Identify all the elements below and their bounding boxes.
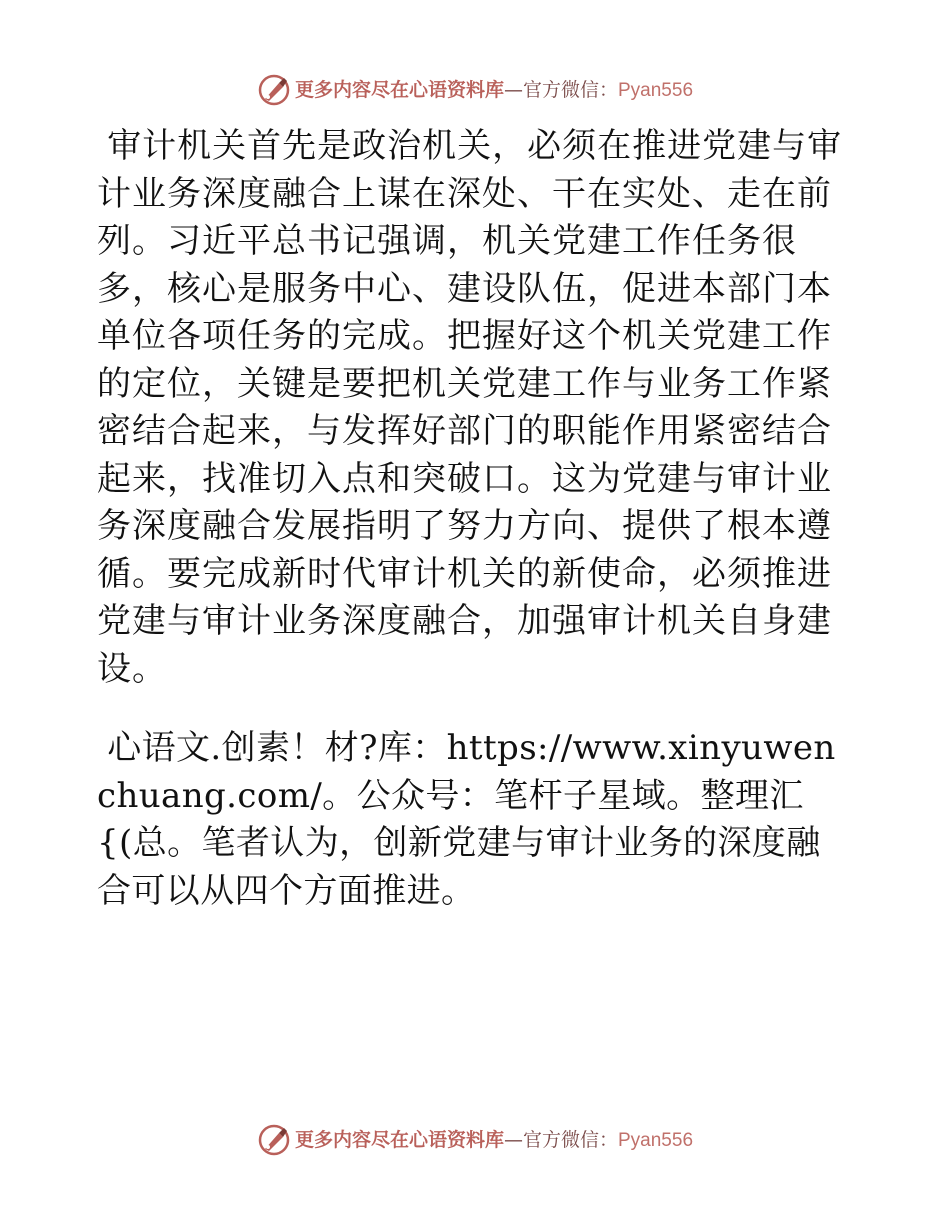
header-wechat-label: 官方微信： bbox=[522, 78, 618, 101]
pen-logo-icon bbox=[257, 1123, 291, 1157]
footer-wechat-id: Pyan556 bbox=[618, 1129, 694, 1151]
header-separator: — bbox=[503, 78, 523, 101]
header-brand-text: 更多内容尽在心语资料库 bbox=[294, 78, 504, 101]
header-wechat-id: Pyan556 bbox=[618, 79, 694, 101]
footer-separator: — bbox=[503, 1128, 523, 1151]
document-body bbox=[97, 123, 852, 915]
footer-brand-text: 更多内容尽在心语资料库 bbox=[294, 1128, 504, 1151]
paragraph-1: 审计机关首先是政治机关，必须在推进党建与审计业务深度融合上谋在深处、干在实处、走在前列。习近平总书记强调，机关党建工作任务很多，核心是服务中心、建设队伍，促进本部门本单位各项任务的完成。把握好这个机关党建工作的定位，关键是要把机关党建工作与业务工作紧密结合起来，与发挥好部门的职能作用紧密结合起来，找准切入点和突破口。这为党建与审计业务深度融合发展指明了努力方向、提供了根本遵循。要完成新时代审计机关的新使命，必须推进党建与审计业务深度融合，加强审计机关自身建设。 bbox=[97, 126, 843, 689]
paragraph-2: 心语文.创素！材?库：https://www.xinyuwenchuang.com/。公众号：笔杆子星域。整理汇{(总。笔者认为，创新党建与审计业务的深度融合可以从四个方面推进。 bbox=[97, 728, 836, 911]
header-banner bbox=[0, 68, 950, 112]
footer-wechat-label: 官方微信： bbox=[522, 1128, 618, 1151]
pen-logo-icon bbox=[257, 73, 291, 107]
footer-banner bbox=[0, 1118, 950, 1162]
